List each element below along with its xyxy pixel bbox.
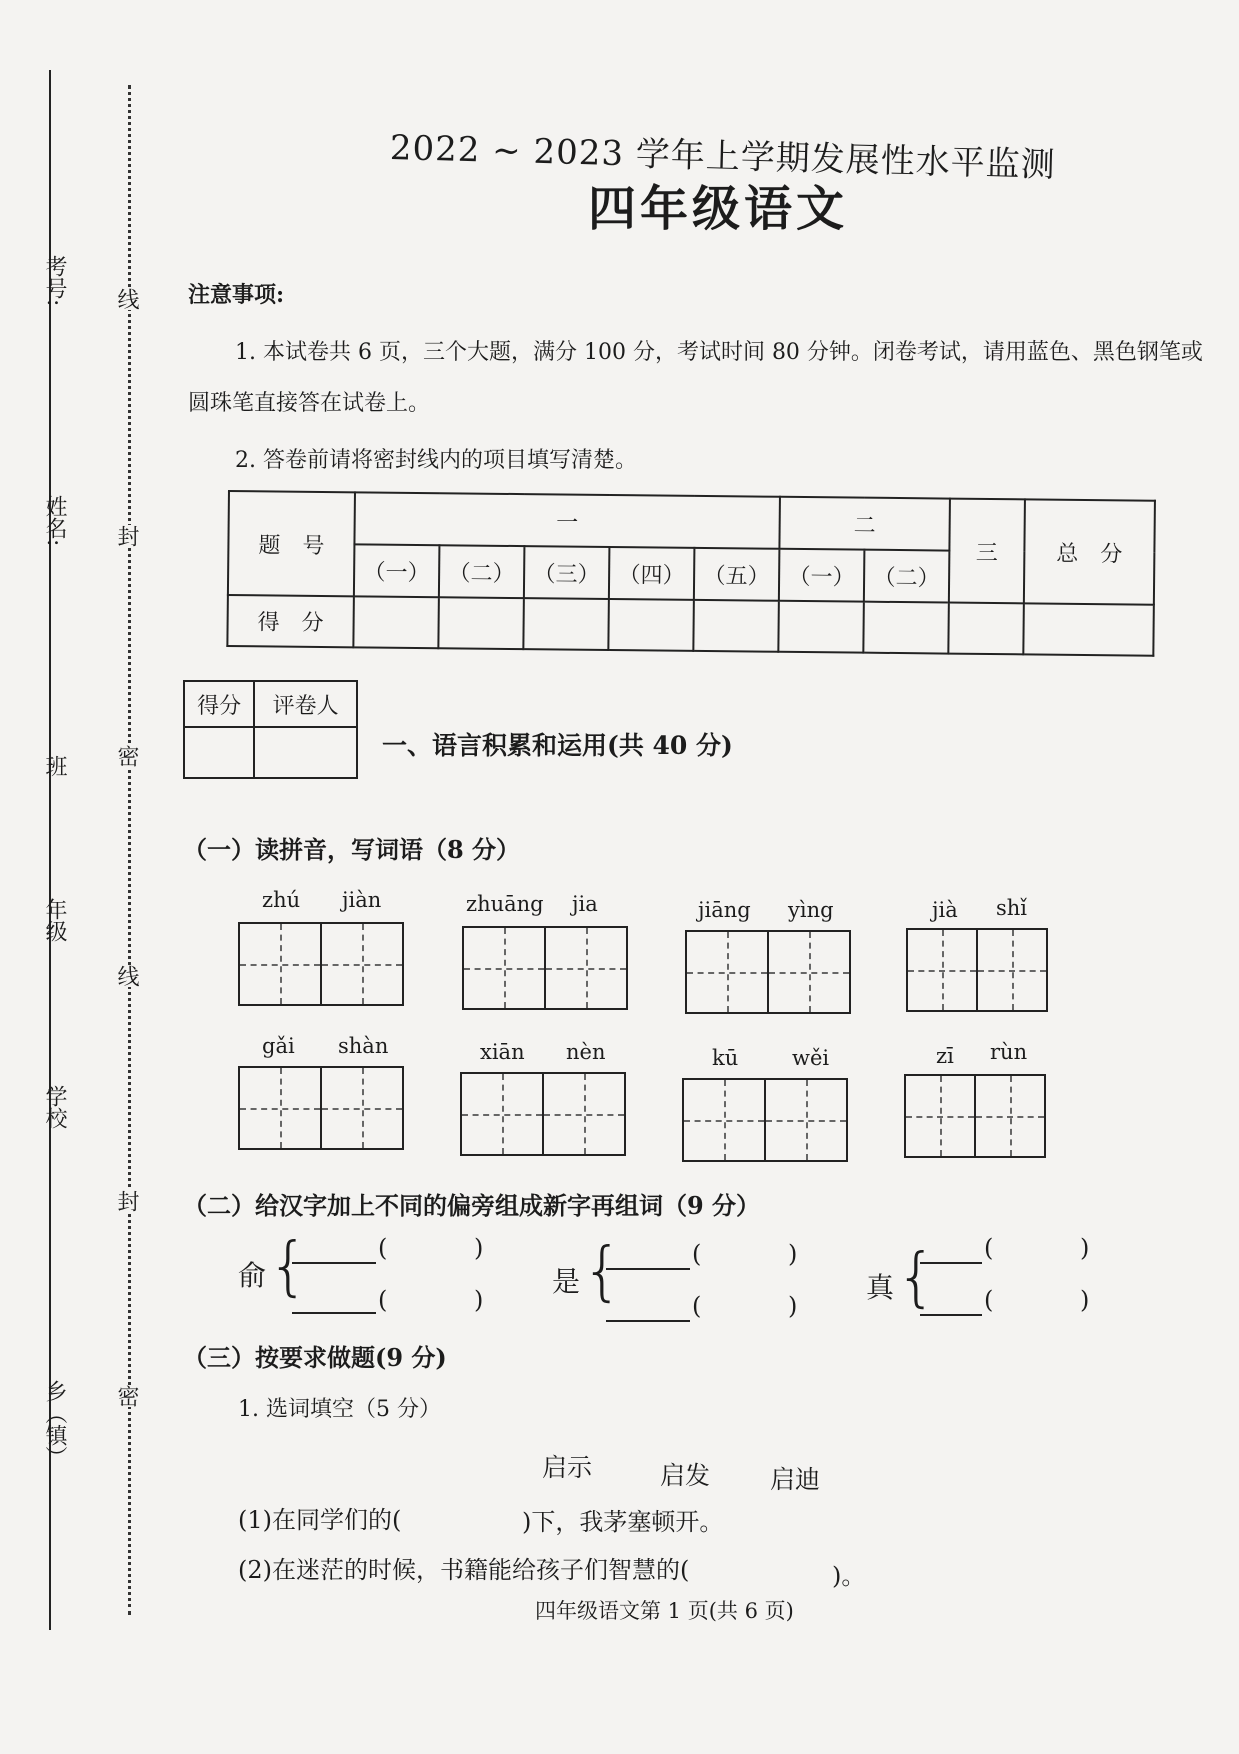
brace-icon: { bbox=[268, 1230, 309, 1304]
exam-number-label: 考号: bbox=[42, 255, 67, 307]
township-label: 乡（镇） bbox=[42, 1380, 67, 1468]
pinyin: nèn bbox=[566, 1040, 606, 1064]
q3-sentence1-end: )下，我茅塞顿开。 bbox=[522, 1508, 724, 1536]
pinyin: rùn bbox=[990, 1040, 1028, 1064]
q2-paren: ) bbox=[474, 1286, 484, 1314]
writing-grid[interactable] bbox=[238, 1066, 404, 1150]
q2-blank[interactable] bbox=[606, 1298, 690, 1322]
writing-grid[interactable] bbox=[904, 1074, 1046, 1158]
row-score-cell: 得 分 bbox=[227, 595, 354, 647]
q2-paren: ) bbox=[1080, 1234, 1090, 1262]
score-input-cell[interactable] bbox=[1023, 603, 1154, 655]
q2-blank[interactable] bbox=[606, 1246, 690, 1270]
q2-paren: ) bbox=[1080, 1286, 1090, 1314]
part2-header: 二 bbox=[779, 497, 950, 551]
pinyin: zī bbox=[936, 1044, 954, 1068]
name-label: 姓名: bbox=[42, 495, 67, 547]
cut-mark-secret: 密 bbox=[116, 1385, 142, 1407]
q2-paren: ( bbox=[692, 1292, 702, 1320]
pinyin: jiāng bbox=[698, 898, 751, 922]
class-label: 班 bbox=[42, 755, 67, 777]
grader-box bbox=[183, 680, 358, 779]
score-input-cell[interactable] bbox=[523, 598, 609, 650]
part3-header: 三 bbox=[949, 499, 1025, 604]
cut-mark-line: 线 bbox=[116, 288, 142, 310]
part1-header: 一 bbox=[354, 492, 780, 548]
notes-heading: 注意事项: bbox=[188, 282, 285, 308]
pinyin: shàn bbox=[338, 1034, 389, 1058]
writing-grid[interactable] bbox=[906, 928, 1048, 1012]
word-option: 启发 bbox=[660, 1461, 711, 1490]
note-2: 2. 答卷前请将密封线内的项目填写清楚。 bbox=[235, 448, 637, 473]
score-table bbox=[226, 490, 1156, 657]
q2-paren: ( bbox=[378, 1234, 388, 1262]
pinyin: jià bbox=[932, 898, 958, 922]
sub-header: （三） bbox=[524, 546, 610, 599]
q2-char: 真 bbox=[866, 1271, 895, 1304]
cut-mark-seal: 封 bbox=[116, 1190, 142, 1212]
score-input-cell[interactable] bbox=[608, 599, 694, 651]
q2-paren: ( bbox=[378, 1286, 388, 1314]
writing-grid[interactable] bbox=[682, 1078, 848, 1162]
q3-sentence1-start: (1)在同学们的( bbox=[238, 1506, 402, 1534]
q2-char: 俞 bbox=[238, 1259, 267, 1292]
writing-grid[interactable] bbox=[462, 926, 628, 1010]
sub-header: （一） bbox=[354, 544, 440, 597]
q2-blank[interactable] bbox=[920, 1292, 982, 1316]
q2-char: 是 bbox=[552, 1265, 581, 1298]
pinyin: jia bbox=[572, 892, 598, 916]
q2-paren: ) bbox=[474, 1234, 484, 1262]
writing-grid[interactable] bbox=[238, 922, 404, 1006]
grader-score-label: 得分 bbox=[184, 681, 254, 727]
pinyin: jiàn bbox=[342, 888, 382, 912]
score-input-cell[interactable] bbox=[353, 596, 439, 648]
q2-paren: ( bbox=[984, 1234, 994, 1262]
q2-paren: ( bbox=[692, 1240, 702, 1268]
school-label: 学校 bbox=[42, 1085, 67, 1129]
word-option: 启示 bbox=[542, 1453, 593, 1482]
section1-title: 一、语言积累和运用(共 40 分) bbox=[382, 731, 733, 760]
grader-name-label: 评卷人 bbox=[254, 681, 357, 727]
q2-paren: ) bbox=[788, 1240, 798, 1268]
sub-header: （二） bbox=[864, 550, 950, 603]
score-input-cell[interactable] bbox=[948, 603, 1024, 655]
brace-icon: { bbox=[582, 1235, 623, 1309]
pinyin: zhuāng bbox=[466, 892, 544, 916]
pinyin: yìng bbox=[788, 898, 834, 922]
row-title-cell: 题 号 bbox=[228, 491, 355, 596]
sub-header: （四） bbox=[609, 547, 695, 600]
q1-title: （一）读拼音，写词语（8 分） bbox=[183, 835, 521, 864]
grade-label: 年级 bbox=[42, 898, 67, 942]
exam-title: 2022 ~ 2023 学年上学期发展性水平监测 bbox=[389, 128, 1057, 186]
q2-title: （二）给汉字加上不同的偏旁组成新字再组词（9 分） bbox=[183, 1191, 761, 1220]
writing-grid[interactable] bbox=[685, 930, 851, 1014]
q2-paren: ( bbox=[984, 1286, 994, 1314]
grader-name-input[interactable] bbox=[254, 727, 357, 778]
note-1-cont: 圆珠笔直接答在试卷上。 bbox=[188, 391, 431, 416]
q3-sentence2-start: (2)在迷茫的时候，书籍能给孩子们智慧的( bbox=[238, 1556, 690, 1584]
q2-blank[interactable] bbox=[292, 1290, 376, 1314]
cut-mark-secret: 密 bbox=[116, 745, 142, 767]
sub-header: （一） bbox=[779, 549, 865, 602]
q3-sub1: 1. 选词填空（5 分） bbox=[238, 1397, 441, 1422]
score-input-cell[interactable] bbox=[863, 602, 949, 654]
pinyin: gǎi bbox=[262, 1034, 295, 1058]
q2-blank[interactable] bbox=[292, 1240, 376, 1264]
q3-blank-1[interactable] bbox=[440, 1500, 522, 1528]
sub-header: （二） bbox=[439, 545, 525, 598]
note-1: 1. 本试卷共 6 页，三个大题，满分 100 分，考试时间 80 分钟。闭卷考试，请用蓝色、黑色钢笔或 bbox=[235, 340, 1203, 365]
q2-blank[interactable] bbox=[920, 1240, 982, 1264]
pinyin: shǐ bbox=[996, 896, 1028, 920]
score-input-cell[interactable] bbox=[778, 601, 864, 653]
pinyin: xiān bbox=[480, 1040, 525, 1064]
pinyin: kū bbox=[712, 1046, 739, 1070]
pinyin: wěi bbox=[792, 1046, 830, 1070]
brace-icon: { bbox=[896, 1241, 937, 1315]
q3-sentence2-end: )。 bbox=[832, 1562, 866, 1590]
subject-title: 四年级语文 bbox=[588, 181, 849, 237]
q3-title: （三）按要求做题(9 分) bbox=[183, 1343, 447, 1372]
q2-paren: ) bbox=[788, 1292, 798, 1320]
score-input-cell[interactable] bbox=[693, 600, 779, 652]
writing-grid[interactable] bbox=[460, 1072, 626, 1156]
cut-mark-line: 线 bbox=[116, 965, 142, 987]
total-header: 总 分 bbox=[1024, 499, 1155, 604]
grader-score-input[interactable] bbox=[184, 727, 254, 778]
sub-header: （五） bbox=[694, 548, 780, 601]
pinyin: zhú bbox=[262, 888, 301, 912]
score-input-cell[interactable] bbox=[438, 597, 524, 649]
q3-blank-2[interactable] bbox=[740, 1552, 830, 1580]
cut-mark-seal: 封 bbox=[116, 525, 142, 547]
word-option: 启迪 bbox=[770, 1465, 821, 1494]
page-footer: 四年级语文第 1 页(共 6 页) bbox=[535, 1599, 794, 1623]
